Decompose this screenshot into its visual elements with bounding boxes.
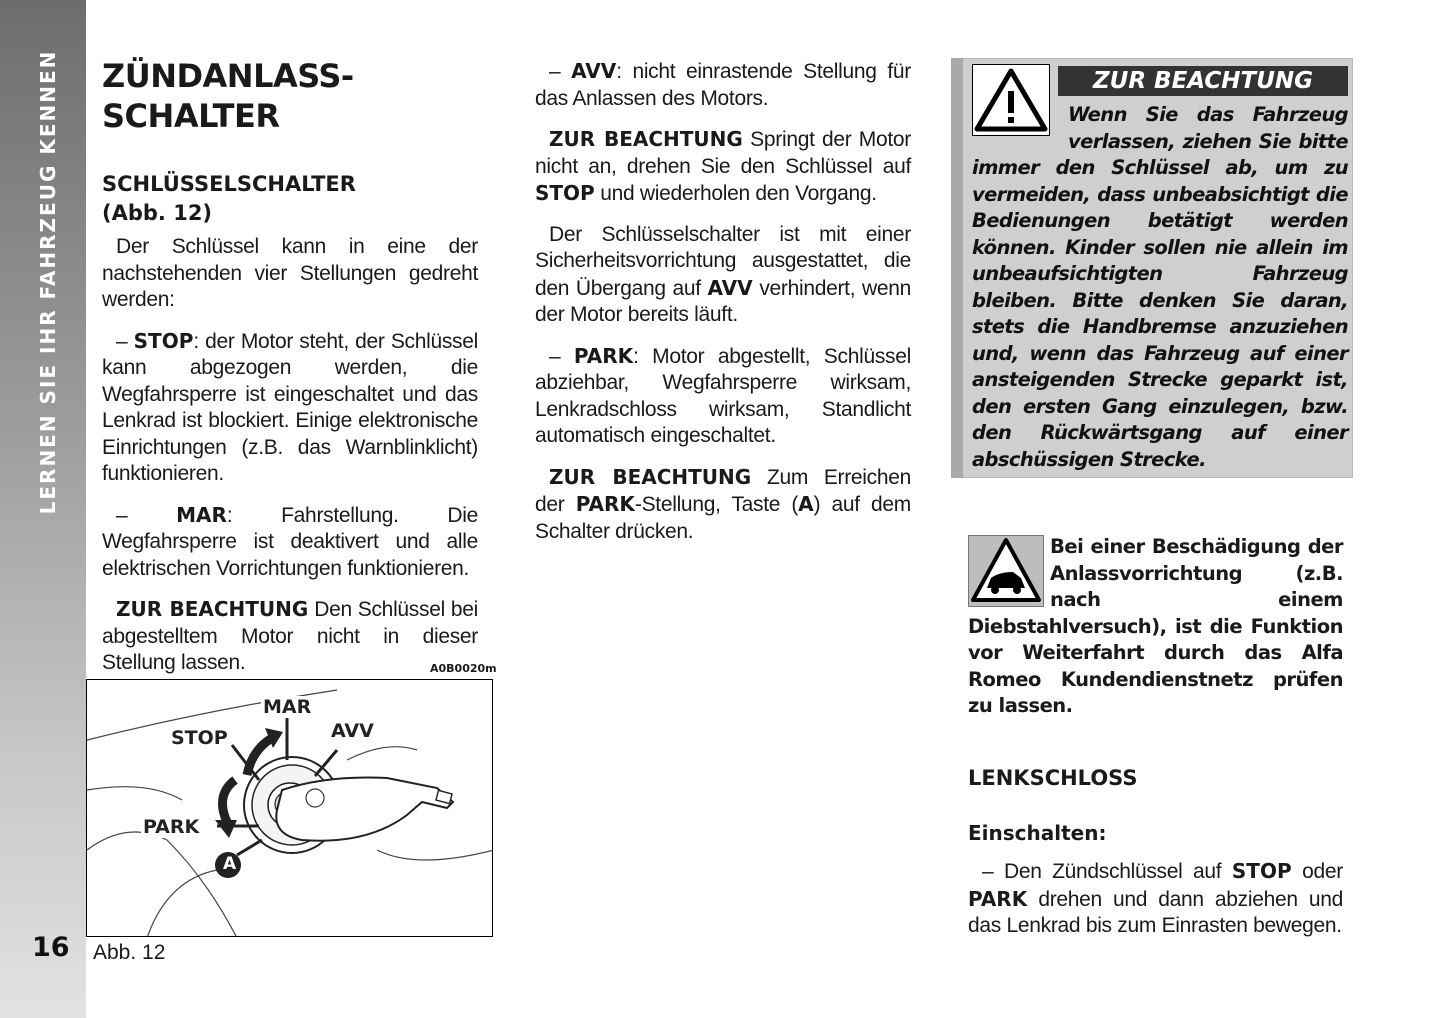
warning-header: ZUR BEACHTUNG	[1058, 66, 1348, 96]
figure-caption: Abb. 12	[93, 941, 166, 964]
page-number: 16	[32, 932, 70, 963]
note-text: Den Schlüssel bei abgestelltem Motor nicht in dieser Stellung lassen.	[102, 598, 478, 674]
park-term: PARK	[573, 343, 634, 368]
sidebar-band	[0, 0, 86, 1018]
park-dash: –	[549, 344, 574, 368]
intro-text: Der Schlüssel kann in eine der nachstehenden vier Stellungen gedreht werden:	[102, 235, 478, 311]
lenkschloss-term-stop: STOP	[1231, 859, 1292, 883]
mar-term: MAR	[176, 502, 227, 527]
note1-term: STOP	[535, 181, 595, 205]
car-note-block	[968, 534, 1343, 720]
label-mar: MAR	[263, 696, 312, 718]
safety-text-b: verhindert, wenn der Motor bereits läuft.	[535, 276, 911, 326]
note1-text-a: Springt der Motor nicht an, drehen Sie den Schlüssel auf	[535, 128, 911, 178]
title-line-1: ZÜNDANLASS-	[102, 57, 354, 95]
note2-text-b: -Stellung, Taste (	[634, 493, 799, 516]
lenkschloss-term-park: PARK	[968, 886, 1028, 911]
note2-text-c: ) auf dem Schalter drücken.	[535, 493, 911, 543]
figure-code: A0B0020m	[430, 662, 497, 675]
ignition-illustration	[87, 680, 493, 937]
note1-text-b: und wiederholen den Vorgang.	[594, 182, 877, 205]
note2-paragraph	[535, 464, 911, 546]
lenkschloss-heading: LENKSCHLOSS	[968, 766, 1138, 790]
subtitle-line-2: (Abb. 12)	[102, 201, 213, 225]
page-title	[102, 56, 478, 136]
lenkschloss-text-c: drehen und dann abziehen und das Lenkrad bis zum Einrasten bewegen.	[968, 887, 1343, 937]
column-1	[102, 56, 478, 691]
note2-term: PARK	[575, 492, 635, 516]
car-note-text: Bei einer Beschädigung der Anlassvorrichtung (z.B. nach einem Diebstahlversuch), ist die Funktion vor Weiterfahrt durch das Alfa Romeo Kundendienstnetz prüfen zu lassen.	[968, 535, 1343, 717]
note-paragraph	[102, 596, 478, 677]
avv-term: AVV	[571, 59, 617, 83]
note1-paragraph	[535, 126, 911, 208]
safety-text-a: Der Schlüsselschalter ist mit einer Sicherheitsvorrichtung ausgestattet, die den Übergang auf	[535, 222, 911, 300]
label-stop: STOP	[171, 727, 228, 749]
section-heading	[102, 170, 478, 228]
stop-paragraph	[102, 328, 478, 488]
einschalten-subheading: Einschalten:	[968, 821, 1107, 845]
note1-label: ZUR BEACHTUNG	[549, 127, 743, 151]
avv-text: : nicht einrastende Stellung für das Anlassen des Motors.	[535, 60, 911, 110]
section-title: LERNEN SIE IHR FAHRZEUG KENNEN	[36, 49, 60, 515]
label-a: A	[223, 854, 237, 874]
lenkschloss-text-a: Den Zündschlüssel auf	[1003, 860, 1232, 883]
warning-box-shade	[951, 58, 963, 478]
note2-label: ZUR BEACHTUNG	[549, 464, 752, 489]
note-label: ZUR BEACHTUNG	[116, 597, 309, 621]
park-paragraph	[535, 343, 911, 450]
avv-paragraph	[535, 58, 911, 112]
note2-key: A	[798, 492, 814, 516]
note2-text-a: Zum Erreichen der	[535, 465, 911, 516]
intro-paragraph	[102, 234, 478, 314]
avv-dash: –	[549, 60, 572, 83]
mar-paragraph	[102, 502, 478, 583]
park-text: : Motor abgestellt, Schlüssel abziehbar, Wegfahrsperre wirksam, Lenkradschloss wirksam, Standlicht automatisch eingeschaltet.	[535, 344, 911, 447]
stop-text: : der Motor steht, der Schlüssel kann abgezogen werden, die Wegfahrsperre ist eingeschaltet und das Lenkrad ist blockiert. Einige elektronische Einrichtungen (z.B. das Warnblinklicht) funktionieren.	[102, 329, 478, 485]
warning-text-block	[972, 102, 1348, 473]
subtitle-line-1: SCHLÜSSELSCHALTER	[102, 172, 356, 196]
lenkschloss-text-b: oder	[1291, 860, 1343, 883]
safety-term: AVV	[707, 275, 753, 300]
lenkschloss-paragraph	[968, 858, 1343, 940]
label-park: PARK	[143, 816, 200, 838]
mar-dash: –	[116, 503, 177, 527]
stop-dash: –	[116, 329, 134, 353]
mar-text: : Fahrstellung. Die Wegfahrsperre ist deaktivert und alle elektrischen Vorrichtungen funktionieren.	[102, 503, 478, 580]
safety-paragraph	[535, 222, 911, 329]
stop-term: STOP	[133, 328, 194, 353]
lenkschloss-dash: –	[982, 860, 1004, 883]
label-avv: AVV	[331, 720, 374, 742]
column-3-lower	[968, 764, 1343, 954]
warning-text: Wenn Sie das Fahrzeug verlassen, ziehen Sie bitte immer den Schlüssel ab, um zu vermeiden, dass unbeabsichtigt die Bedienungen betätigt werden können. Kinder sollen nie allein im unbeaufsichtigten Fahrzeug bleiben. Bitte denken Sie daran, stets die Handbremse anzuziehen und, wenn das Fahrzeug auf einer ansteigenden Strecke geparkt ist, den ersten Gang einzulegen, bzw. den Rückwärtsgang auf einer abschüssigen Strecke.	[972, 103, 1348, 471]
column-2	[535, 58, 911, 559]
title-line-2: SCHALTER	[102, 97, 280, 135]
ignition-figure	[86, 679, 493, 937]
